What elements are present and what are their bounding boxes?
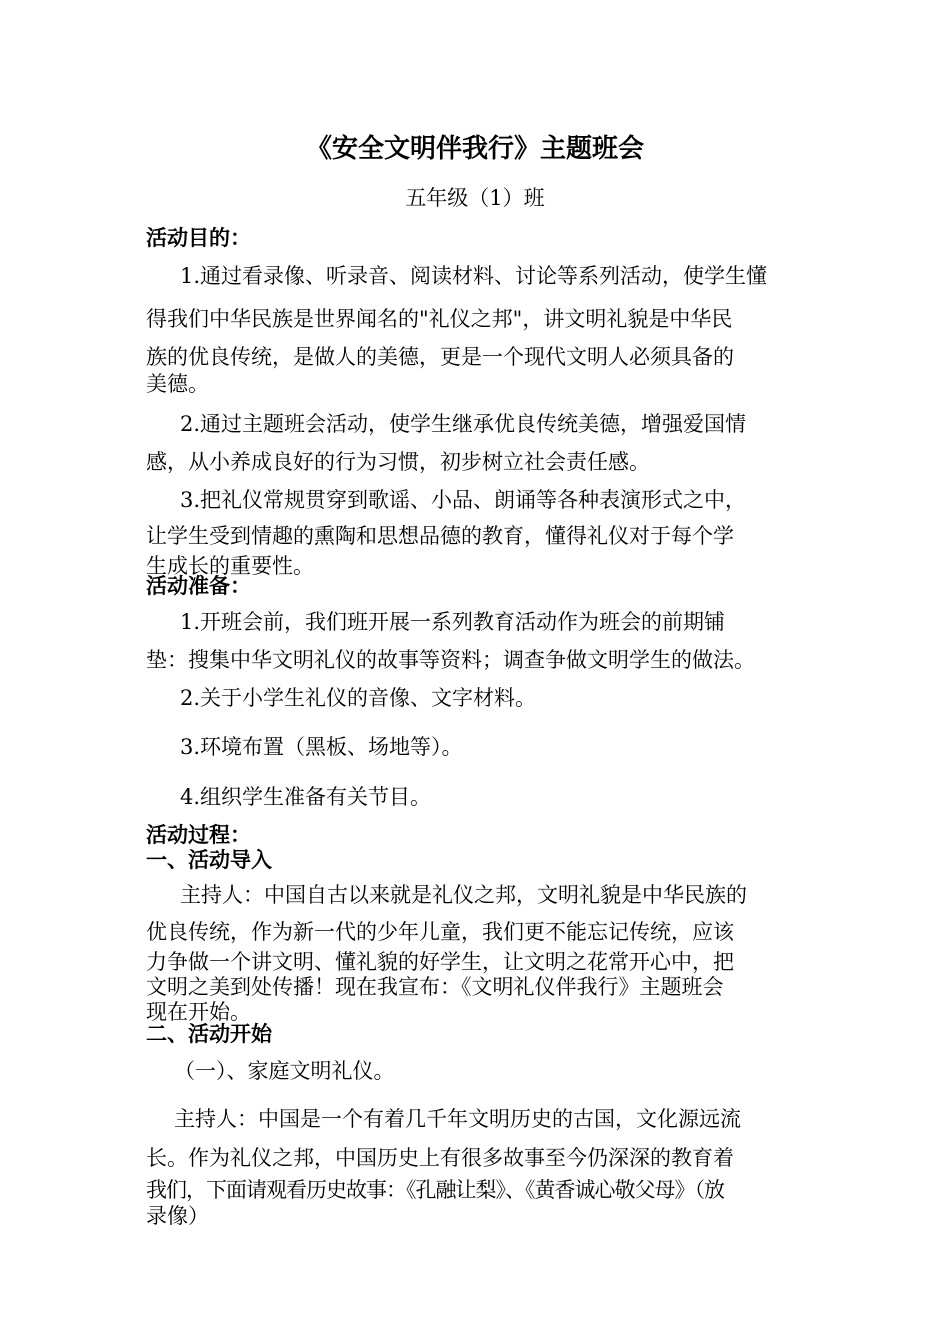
document-subtitle: 五年级（1）班 (405, 186, 545, 210)
subsection-heading-intro: 一、活动导入 (146, 847, 272, 872)
paragraph-line: 优良传统，作为新一代的少年儿童，我们更不能忘记传统，应该 (146, 920, 734, 944)
paragraph-line: 1.通过看录像、听录音、阅读材料、讨论等系列活动，使学生懂 (180, 264, 768, 288)
purpose-item-1 (146, 257, 810, 397)
paragraph-line: 力争做一个讲文明、懂礼貌的好学生，让文明之花常开心中，把 (146, 950, 734, 974)
paragraph-line: 录像） (146, 1204, 209, 1228)
paragraph-line: 现在开始。 (146, 1000, 251, 1024)
document-title: 《安全文明伴我行》主题班会 (305, 134, 644, 164)
paragraph-line: 4.组织学生准备有关节目。 (180, 785, 432, 809)
preparation-item-3 (146, 729, 810, 765)
paragraph-line: 生成长的重要性。 (146, 554, 314, 578)
paragraph-line: 3.把礼仪常规贯穿到歌谣、小品、朗诵等各种表演形式之中， (180, 488, 747, 512)
paragraph-line: 文明之美到处传播！现在我宣布：《文明礼仪伴我行》主题班会 (146, 975, 724, 999)
paragraph-line: 主持人：中国是一个有着几千年文明历史的古国，文化源远流 (174, 1107, 741, 1131)
paragraph-line: 2.通过主题班会活动，使学生继承优良传统美德，增强爱国情 (180, 412, 747, 436)
paragraph-line: 1.开班会前，我们班开展一系列教育活动作为班会的前期铺 (180, 610, 726, 634)
paragraph-line: 感，从小养成良好的行为习惯，初步树立社会责任感。 (146, 450, 650, 474)
preparation-item-2 (146, 680, 810, 716)
paragraph-line: 垫：搜集中华文明礼仪的故事等资料；调查争做文明学生的做法。 (146, 648, 755, 672)
section-heading-preparation: 活动准备： (146, 573, 251, 598)
preparation-item-1 (146, 602, 810, 678)
paragraph-line: 美德。 (146, 372, 209, 396)
paragraph-line: 我们，下面请观看历史故事：《孔融让梨》、《黄香诚心敬父母》（放 (146, 1178, 724, 1202)
paragraph-line: 2.关于小学生礼仪的音像、文字材料。 (180, 686, 537, 710)
paragraph-line: 得我们中华民族是世界闻名的"礼仪之邦"，讲文明礼貌是中华民 (146, 307, 733, 331)
paragraph-line: 让学生受到情趣的熏陶和思想品德的教育，懂得礼仪对于每个学 (146, 524, 734, 548)
purpose-item-2 (146, 405, 810, 481)
subsection-heading-start: 二、活动开始 (146, 1021, 272, 1046)
paragraph-line: 族的优良传统，是做人的美德，更是一个现代文明人必须具备的 (146, 345, 734, 369)
preparation-item-4 (146, 779, 810, 815)
paragraph-line: 主持人：中国自古以来就是礼仪之邦，文明礼貌是中华民族的 (180, 883, 747, 907)
section-heading-purpose: 活动目的： (146, 225, 251, 250)
section-heading-process: 活动过程： (146, 822, 251, 847)
intro-paragraph (146, 876, 810, 1024)
paragraph-line: 长。作为礼仪之邦，中国历史上有很多故事至今仍深深的教育着 (146, 1146, 734, 1170)
paragraph-line: （一）、家庭文明礼仪。 (174, 1059, 395, 1083)
paragraph-line: 3.环境布置（黑板、场地等）。 (180, 735, 463, 759)
host-paragraph (146, 1100, 810, 1230)
purpose-item-3 (146, 482, 810, 578)
family-etiquette-title (146, 1052, 810, 1090)
